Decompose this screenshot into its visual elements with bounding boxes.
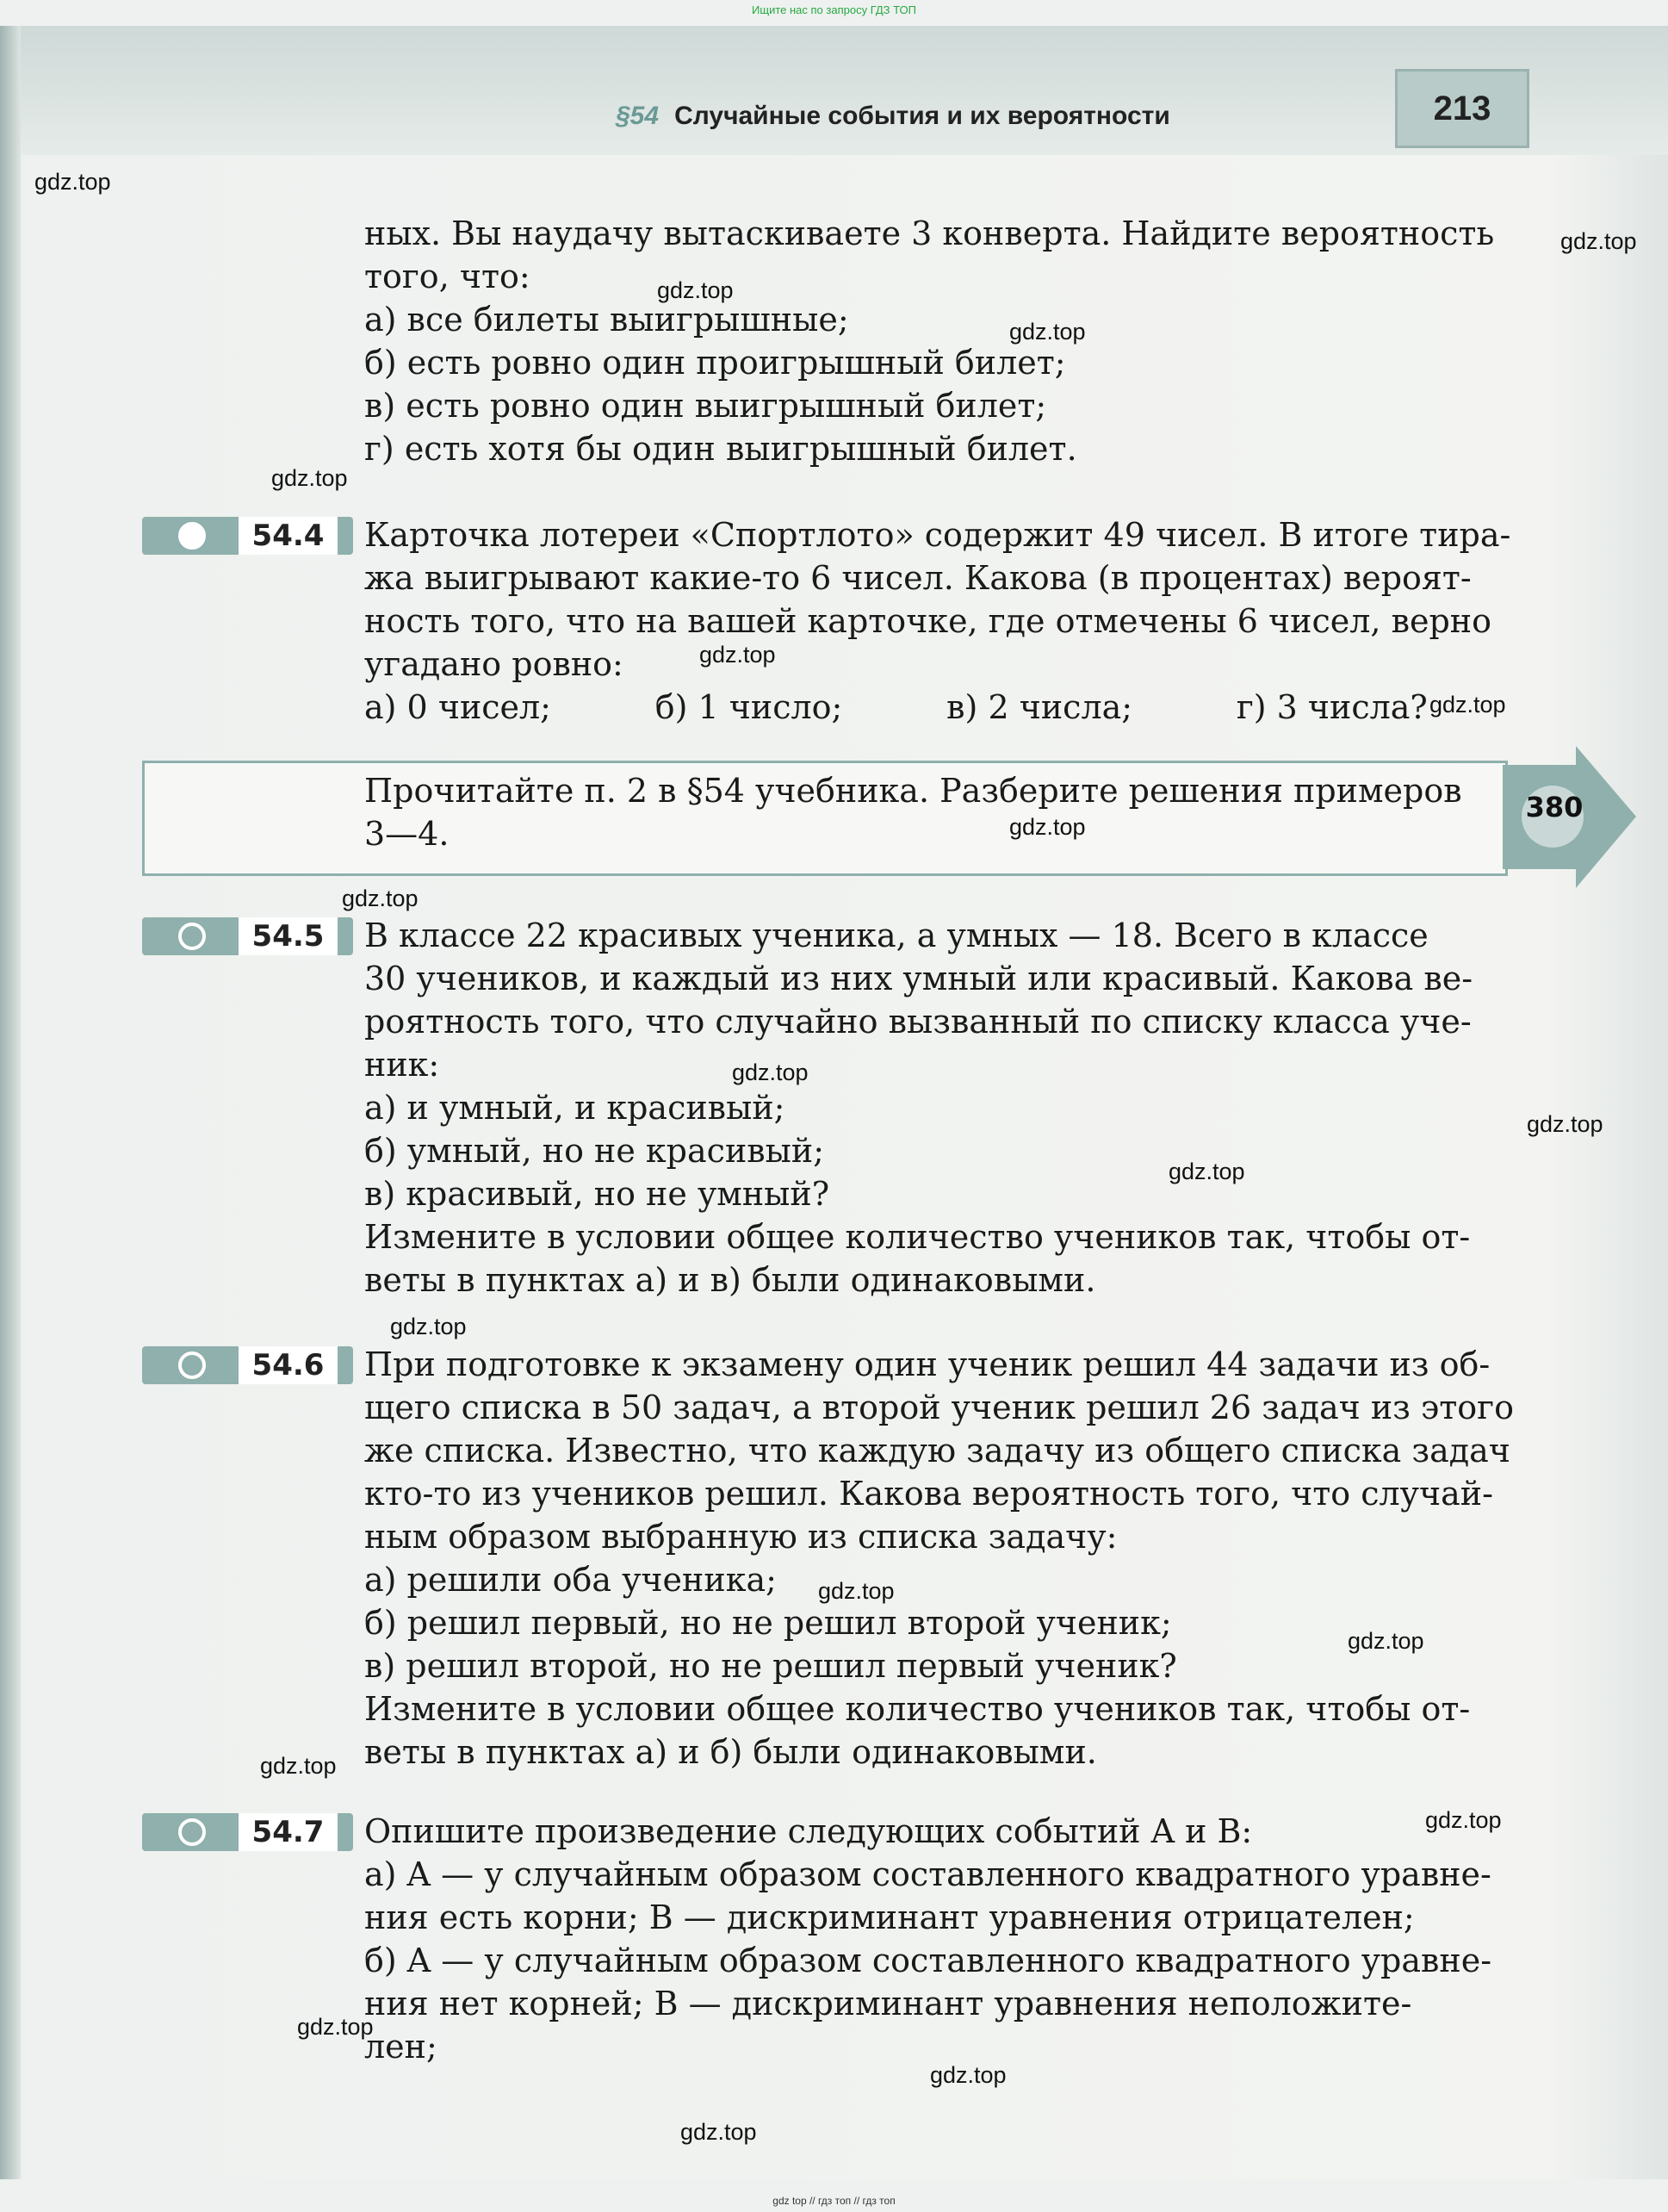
- read-box-line: 3—4.: [364, 815, 450, 853]
- problem-line: в) красивый, но не умный?: [364, 1175, 830, 1213]
- problem-line: б) умный, но не красивый;: [364, 1132, 825, 1170]
- problem-number: 54.4: [239, 517, 338, 555]
- problem-tag: [142, 517, 353, 555]
- intro-line: того, что:: [364, 258, 530, 295]
- problem-number: 54.6: [239, 1346, 338, 1384]
- intro-line: г) есть хотя бы один выигрышный билет.: [364, 430, 1077, 468]
- intro-line: ных. Вы наудачу вытаскиваете 3 конверта. Найдите вероятность: [364, 214, 1495, 252]
- problem-line: жа выигрывают какие-то 6 чисел. Какова (в процентах) вероят-: [364, 559, 1472, 597]
- problem-line: Измените в условии общее количество учеников так, чтобы от-: [364, 1218, 1471, 1256]
- top-note: Ищите нас по запросу ГДЗ ТОП: [752, 3, 916, 16]
- problem-line: веты в пунктах а) и б) были одинаковыми.: [364, 1733, 1097, 1771]
- difficulty-ring-icon: [178, 1351, 206, 1379]
- watermark: gdz.top: [1527, 1111, 1603, 1137]
- book-spine: [0, 26, 21, 2179]
- watermark: gdz.top: [1425, 1807, 1502, 1833]
- problem-line: В классе 22 красивых ученика, а умных — 18. Всего в классе: [364, 916, 1429, 954]
- problem-line: а) решили оба ученика;: [364, 1561, 777, 1599]
- problem-tag: [142, 1346, 353, 1384]
- watermark: gdz.top: [930, 2062, 1007, 2088]
- problem-line: ния есть корни; B — дискриминант уравнения отрицателен;: [364, 1898, 1415, 1936]
- watermark: gdz.top: [390, 1314, 467, 1339]
- problem-line: Карточка лотереи «Спортлото» содержит 49 чисел. В итоге тира-: [364, 516, 1511, 554]
- problem-line: б) решил первый, но не решил второй ученик;: [364, 1604, 1172, 1642]
- problem-line: ность того, что на вашей карточке, где отмечены 6 чисел, верно: [364, 602, 1491, 640]
- watermark: gdz.top: [297, 2014, 374, 2040]
- problem-line: б) A — у случайным образом составленного квадратного уравне-: [364, 1942, 1492, 1979]
- intro-line: в) есть ровно один выигрышный билет;: [364, 387, 1047, 425]
- problem-line: угадано ровно:: [364, 645, 623, 683]
- problem-line: веты в пунктах а) и в) были одинаковыми.: [364, 1261, 1096, 1299]
- problem-tag: [142, 1813, 353, 1851]
- section-title: Случайные события и их вероятности: [674, 102, 1170, 130]
- read-box-line: Прочитайте п. 2 в §54 учебника. Разберите решения примеров: [364, 772, 1462, 810]
- watermark: gdz.top: [1348, 1628, 1424, 1654]
- problem-line: ным образом выбранную из списка задачу:: [364, 1518, 1118, 1556]
- watermark: gdz.top: [699, 642, 776, 668]
- watermark: gdz.top: [271, 465, 348, 491]
- problem-line: При подготовке к экзамену один ученик решил 44 задачи из об-: [364, 1345, 1491, 1383]
- watermark: gdz.top: [732, 1059, 809, 1085]
- problem-tag: [142, 917, 353, 955]
- watermark: gdz.top: [657, 277, 734, 303]
- problem-line: роятность того, что случайно вызванный по списку класса уче-: [364, 1003, 1472, 1041]
- difficulty-dot-icon: [178, 522, 206, 550]
- watermark: gdz.top: [1169, 1159, 1245, 1184]
- problem-line: а) и умный, и красивый;: [364, 1089, 785, 1127]
- problem-number: 54.7: [239, 1813, 338, 1851]
- page-number: 213: [1395, 69, 1529, 148]
- intro-line: а) все билеты выигрышные;: [364, 301, 849, 339]
- problem-line: ник:: [364, 1046, 440, 1084]
- watermark: gdz.top: [680, 2119, 757, 2145]
- problem-line: Опишите произведение следующих событий A и B:: [364, 1812, 1253, 1850]
- difficulty-ring-icon: [178, 923, 206, 950]
- watermark: gdz.top: [1009, 814, 1086, 840]
- problem-line: щего списка в 50 задач, а второй ученик решил 26 задач из этого: [364, 1389, 1514, 1426]
- watermark: gdz.top: [34, 169, 111, 195]
- reference-page: 380: [1525, 791, 1584, 823]
- watermark: gdz.top: [1009, 319, 1086, 345]
- problem-line: ния нет корней; B — дискриминант уравнения неположите-: [364, 1985, 1412, 2022]
- problem-line: в) решил второй, но не решил первый ученик?: [364, 1647, 1177, 1685]
- problem-line: же списка. Известно, что каждую задачу из общего списка задач: [364, 1432, 1510, 1469]
- watermark: gdz.top: [342, 885, 419, 911]
- difficulty-ring-icon: [178, 1818, 206, 1846]
- problem-line: а) A — у случайным образом составленного квадратного уравне-: [364, 1855, 1491, 1893]
- section-number: §54: [616, 102, 660, 130]
- problem-line: лен;: [364, 2028, 437, 2066]
- problem-line: а) 0 чисел; б) 1 число; в) 2 числа; г) 3 числа?: [364, 688, 1428, 726]
- intro-line: б) есть ровно один проигрышный билет;: [364, 344, 1066, 382]
- problem-line: Измените в условии общее количество учеников так, чтобы от-: [364, 1690, 1471, 1728]
- watermark: gdz.top: [1429, 692, 1506, 718]
- bottom-note: gdz top // гдз топ // гдз топ: [772, 2195, 896, 2207]
- problem-line: 30 учеников, и каждый из них умный или красивый. Какова ве-: [364, 960, 1473, 997]
- section-header: [616, 102, 1170, 131]
- watermark: gdz.top: [1560, 228, 1637, 254]
- watermark: gdz.top: [260, 1753, 337, 1779]
- watermark: gdz.top: [818, 1578, 895, 1604]
- problem-number: 54.5: [239, 917, 338, 955]
- problem-line: кто-то из учеников решил. Какова вероятность того, что случай-: [364, 1475, 1493, 1513]
